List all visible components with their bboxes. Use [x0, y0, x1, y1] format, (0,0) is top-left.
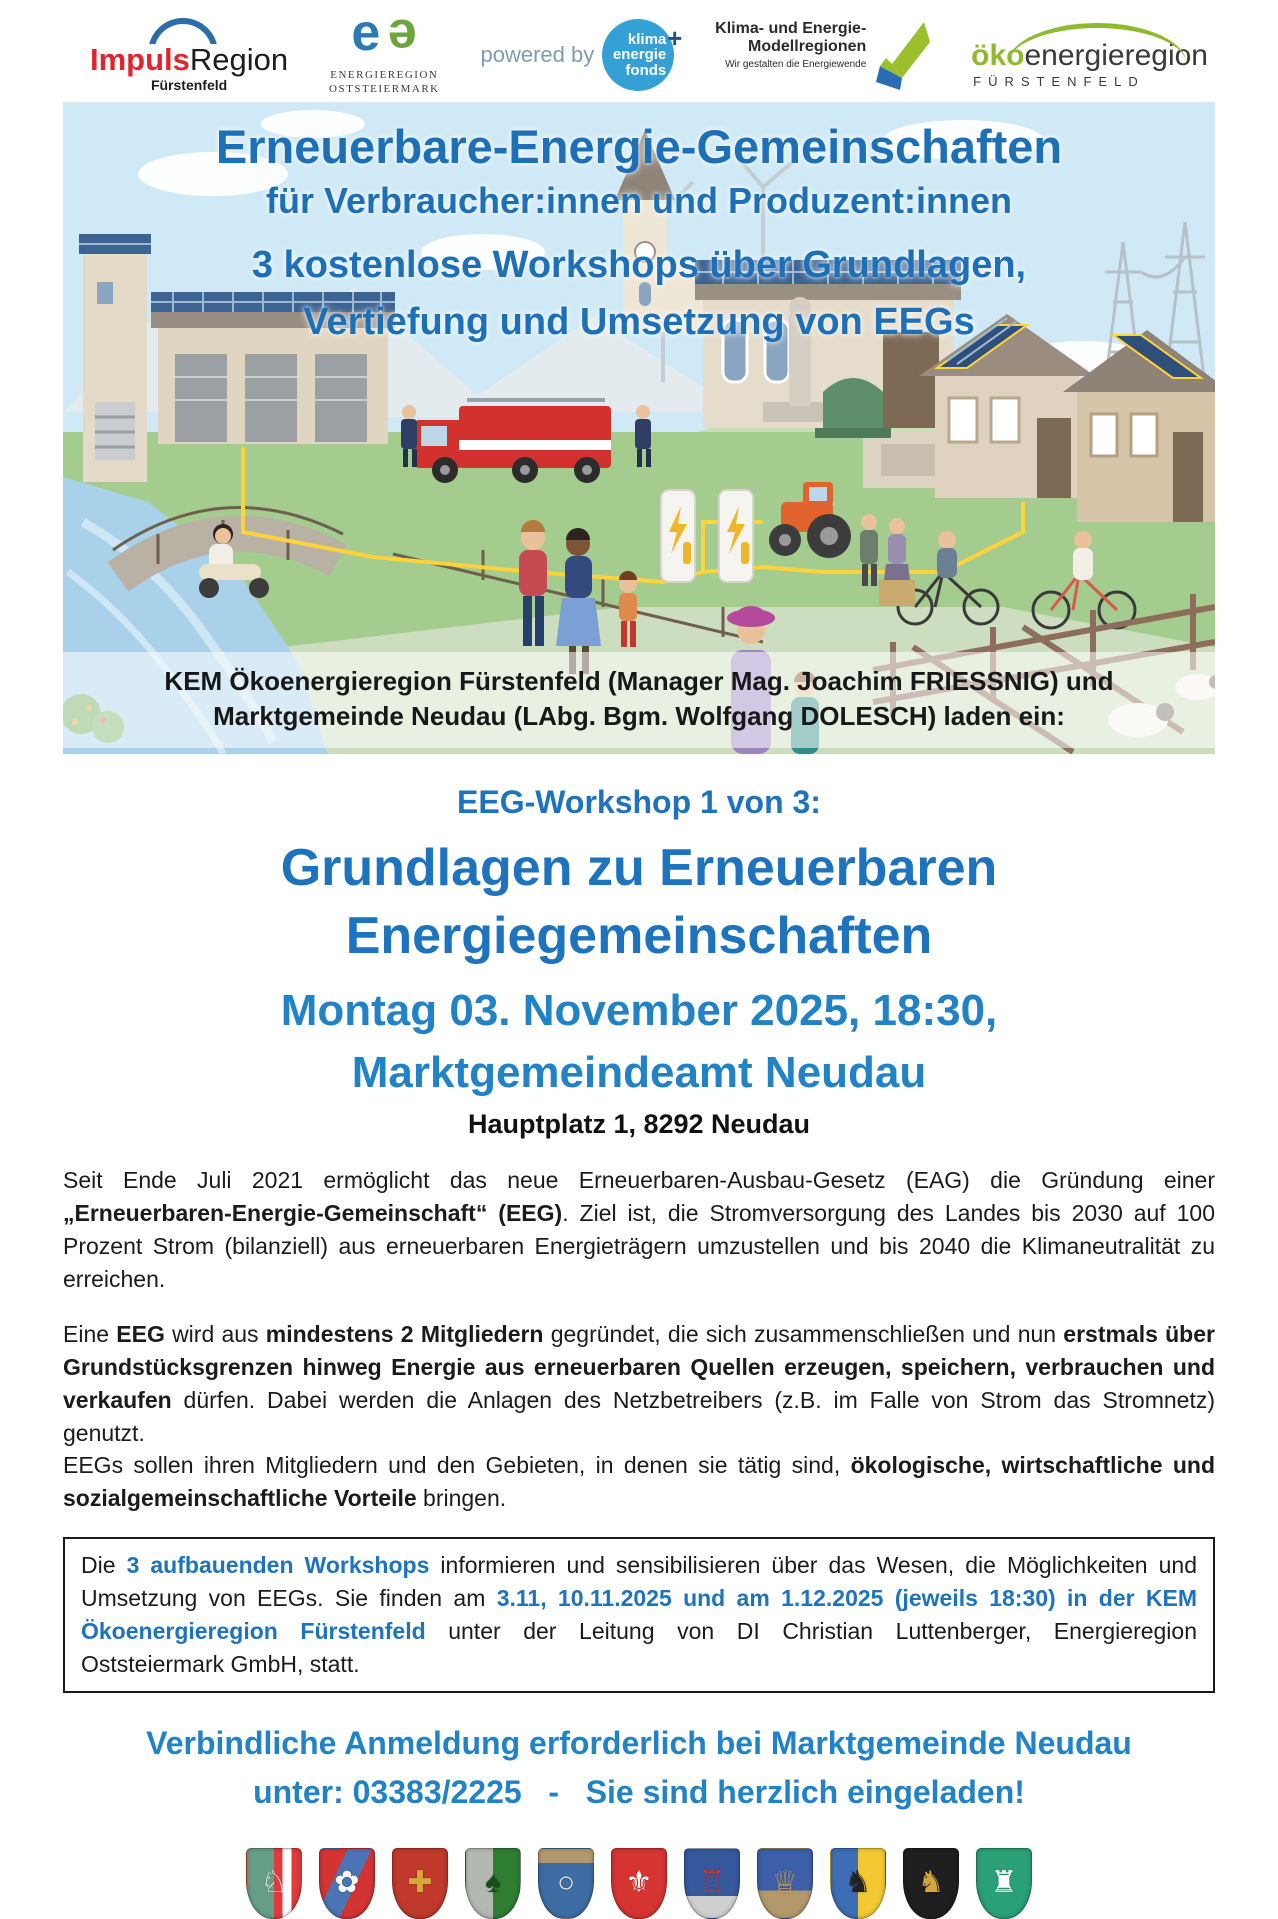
- impuls-subtitle: Fürstenfeld: [150, 76, 228, 93]
- oeko-word: öko: [971, 39, 1025, 72]
- impuls-word: Impuls: [90, 41, 190, 77]
- coat-of-arms-red-gold-cross: [392, 1848, 448, 1919]
- energieregion-oststeiermark-logo: [329, 4, 440, 97]
- invite-line1: KEM Ökoenergieregion Fürstenfeld (Manager Mag. Joachim FRIESSNIG) und: [164, 665, 1114, 696]
- powered-by-text: powered by: [480, 42, 595, 67]
- double-e-icon: e e: [351, 4, 418, 67]
- cta-line1: Verbindliche Anmeldung erforderlich bei Marktgemeinde Neudau: [146, 1724, 1132, 1761]
- kem-modellregionen-logo: [715, 20, 930, 90]
- fuerstenfeld-caption: FÜRSTENFELD: [973, 74, 1145, 89]
- impulsregion-logo: [90, 18, 288, 93]
- ev-charger: [661, 490, 695, 582]
- workshop-address: Hauptplatz 1, 8292 Neudau: [467, 1109, 811, 1140]
- kem-checkmark-icon: [872, 20, 930, 90]
- workshops-info-box: Die 3 aufbauenden Workshops informieren und sensibilisieren über das Wesen, die Möglichkeiten und Umsetzung von EEGs. Sie finden am 3.11, 10.11.2025 und am 1.12.2025 (jeweils 18:30) in der KEM Ökoenergieregion Fürstenfeld unter der Leitung von DI Christian Luttenberger, Energieregion Oststeiermark GmbH, statt.: [63, 1537, 1215, 1693]
- coat-of-arms-green-stag-red-stripes: [246, 1848, 302, 1919]
- shield-emblem-icon: ♞: [844, 1866, 872, 1900]
- klima-energie-fonds-logo: [480, 19, 683, 91]
- municipal-shields-row: [0, 1848, 1278, 1919]
- paragraph-eeg-members: Eine EEG wird aus mindestens 2 Mitgliedern gegründet, die sich zusammenschließen und nun erstmals über Grundstücksgrenzen hinweg Energie aus erneuerbaren Quellen erzeugen, speichern, verbrauchen und verkaufen dürfen. Dabei werden die Anlagen des Netzbetreibers (z.B. im Falle von Strom das Stromnetz) genutzt. EEGs sollen ihren Mitgliedern und den Gebieten, in denen sie tätig sind, ökologische, wirtschaftliche und sozialgemeinschaftliche Vorteile bringen.: [63, 1320, 1215, 1512]
- banner-headlines: [63, 120, 1215, 344]
- registration-cta: [0, 1719, 1278, 1818]
- coat-of-arms-blue-crown-gold-wave: [757, 1848, 813, 1919]
- energieregion-word: energieregion: [1024, 39, 1208, 72]
- coat-of-arms-silver-green-fir: [465, 1848, 521, 1919]
- shield-emblem-icon: ✿: [334, 1866, 360, 1900]
- banner-subtitle: für Verbraucher:innen und Produzent:innen: [265, 180, 1013, 222]
- banner-line3: 3 kostenlose Workshops über Grundlagen,: [251, 244, 1027, 287]
- coat-of-arms-red-fleur-de-lis: [611, 1848, 667, 1919]
- oeko-arc-icon: [1007, 23, 1187, 65]
- hero-banner: [63, 102, 1215, 754]
- coat-of-arms-blue-checkered-castle: [684, 1848, 740, 1919]
- logo-bar: [0, 0, 1278, 100]
- shield-emblem-icon: ✚: [407, 1866, 433, 1900]
- paragraph-eag: Seit Ende Juli 2021 ermöglicht das neue Erneuerbaren-Ausbau-Gesetz (EAG) die Gründung einer „Erneuerbaren-Energie-Gemeinschaft“ (EEG). Ziel ist, die Stromversorgung des Landes bis 2030 auf 100 Prozent Strom (bilanziell) aus erneuerbaren Energieträgern umzustellen und bis 2040 die Klimaneutralität zu erreichen.: [63, 1167, 1215, 1292]
- shield-emblem-icon: ♞: [917, 1866, 945, 1900]
- invite-line2: Marktgemeinde Neudau (LAbg. Bgm. Wolfgang DOLESCH) laden ein:: [213, 700, 1065, 731]
- workshop-title: Grundlagen zu Erneuerbaren Energiegemeinschaften: [280, 839, 998, 965]
- coat-of-arms-blue-wreath-tan-chief: [538, 1848, 594, 1919]
- shield-emblem-icon: ♠: [485, 1866, 501, 1900]
- banner-title: Erneuerbare-Energie-Gemeinschaften: [215, 120, 1063, 173]
- workshop-kicker: EEG-Workshop 1 von 3:: [457, 784, 821, 820]
- coat-of-arms-blue-key-yellow-lion: [830, 1848, 886, 1919]
- coat-of-arms-red-blue-wave-roses: [319, 1848, 375, 1919]
- shield-emblem-icon: ♕: [771, 1866, 799, 1900]
- body-text: [63, 1164, 1215, 1692]
- impulsregion-wordmark: [90, 41, 289, 77]
- shield-emblem-icon: ♖: [698, 1866, 726, 1900]
- klimafonds-circle-icon: klima energie fonds +: [602, 19, 674, 91]
- shield-emblem-icon: ○: [556, 1866, 576, 1900]
- event-block: [0, 784, 1278, 1140]
- shield-emblem-icon: ⚜: [625, 1866, 653, 1900]
- banner-line4: Vertiefung und Umsetzung von EEGs: [303, 301, 975, 344]
- cta-line2: unter: 03383/2225 - Sie sind herzlich eingeladen!: [253, 1774, 1025, 1811]
- coat-of-arms-black-gold-fox-rose: [903, 1848, 959, 1919]
- coat-of-arms-green-white-well: [976, 1848, 1032, 1919]
- region-word: Region: [189, 41, 289, 77]
- ev-charger-2: [719, 490, 753, 582]
- invitation-band: [63, 652, 1215, 748]
- shield-emblem-icon: ♘: [260, 1866, 288, 1900]
- oekoenergieregion-logo: [971, 21, 1208, 89]
- kem-text: Klima- und Energie- Modellregionen Wir gestalten die Energiewende: [715, 20, 867, 70]
- shield-emblem-icon: ♜: [990, 1866, 1018, 1900]
- workshop-datetime: Montag 03. November 2025, 18:30, Marktgemeindeamt Neudau: [280, 986, 998, 1097]
- plus-icon: +: [667, 23, 683, 53]
- energieregion-text: ENERGIEREGION OSTSTEIERMARK: [329, 69, 440, 95]
